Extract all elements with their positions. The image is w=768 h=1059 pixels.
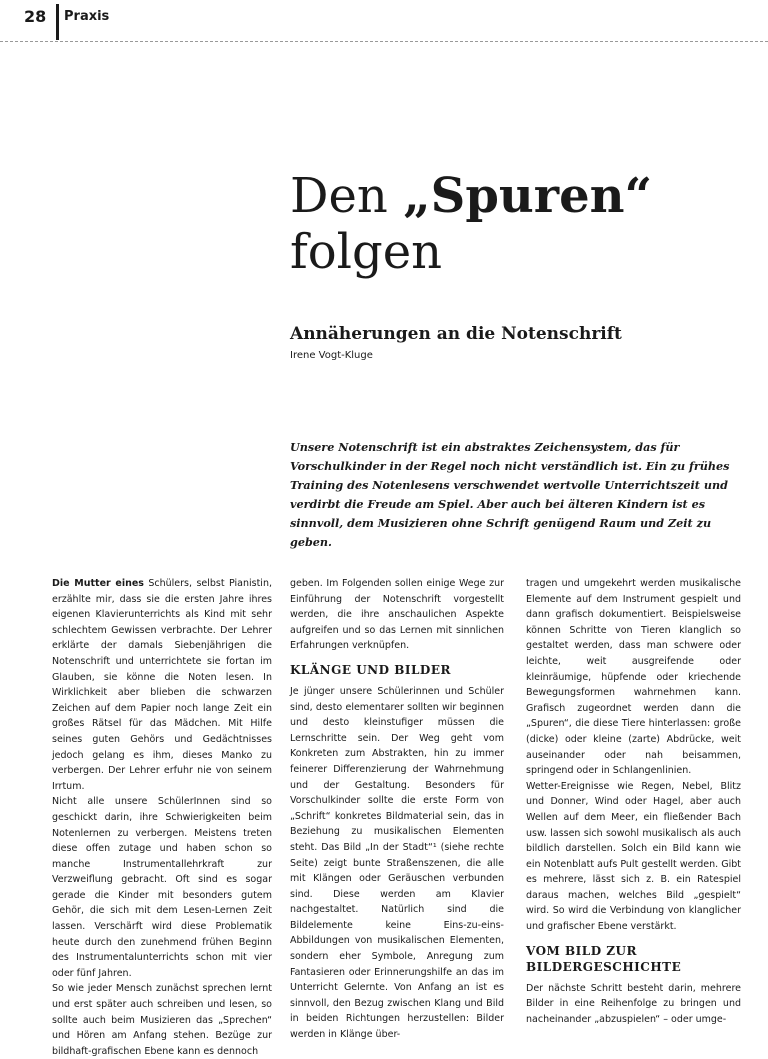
header-rule bbox=[0, 41, 768, 42]
header-divider bbox=[56, 4, 59, 40]
text-column-3 bbox=[526, 576, 741, 1027]
article-subtitle: Annäherungen an die Notenschrift bbox=[290, 324, 622, 344]
paragraph: Je jünger unsere Schülerinnen und Schüler sind, desto elementarer sollten wir beginnen und desto kleinstufiger müssen die Lernschritte sein. Der Weg geht vom Konkreten zum Abstrakten, hin zu immer feinerer Differenzierung der Wahrnehmung und der Gestaltung. Besonders für Vorschulkinder sollte die erste Form von „Schrift“ konkretes Bildmaterial sein, das in Beziehung zu musikalischen Elementen steht. Das Bild „In der Stadt“¹ (siehe rechte Seite) zeigt bunte Straßenszenen, die alle mit Klängen oder Geräuschen verbunden sind. Diese werden am Klavier nachgestaltet. Natürlich sind die Bildelemente keine Eins-zu-eins-Abbildungen von musikalischen Elementen, sondern eher Symbole, Anregung zum Fantasieren oder Erinnerungshilfe an das im Unterricht Gelernte. Von Anfang an ist es sinnvoll, den Bezug zwischen Klang und Bild in beiden Richtungen herzustellen: Bilder werden in Klänge über- bbox=[290, 685, 504, 1041]
author-name: Irene Vogt-Kluge bbox=[290, 350, 373, 361]
title-prefix: Den bbox=[290, 168, 404, 224]
paragraph: geben. Im Folgenden sollen einige Wege zur Einführung der Notenschrift vorgestellt werden, die ihre anschaulichen Aspekte aufgreifen und so das Lernen mit sinnlichen Erfahrungen verknüpfen. bbox=[290, 578, 504, 652]
lead-in: Die Mutter eines bbox=[52, 578, 144, 589]
paragraph: Der nächste Schritt besteht darin, mehrere Bilder in eine Reihenfolge zu bringen und nacheinander „abzuspielen“ – oder umge- bbox=[526, 982, 741, 1025]
page-header bbox=[0, 0, 768, 44]
text-column-2 bbox=[290, 576, 504, 1043]
paragraph: Wetter-Ereignisse wie Regen, Nebel, Blitz und Donner, Wind oder Hagel, aber auch Wellen auf dem Meer, ein fließender Bach usw. lassen sich sowohl musikalisch als auch bildlich darstellen. Solch ein Bild kann wie ein Notenblatt aufs Pult gestellt werden. Gibt es mehrere, lässt sich z. B. ein Ratespiel daraus machen, welches Bild „gespielt“ wird. So wird die Verbindung von klanglicher und grafischer Ebene verstärkt. bbox=[526, 780, 741, 933]
section-name: Praxis bbox=[64, 9, 110, 24]
paragraph bbox=[52, 576, 272, 794]
paragraph: tragen und umgekehrt werden musikalische Elemente auf dem Instrument gespielt und dann grafisch dokumentiert. Beispielsweise können Schritte von Tieren klanglich so gestaltet werden, dass man schwere oder leichte, weit ausgreifende oder kleinräumige, hüpfende oder kriechende Bewegungsformen wahrnehmen kann. Grafisch zugeordnet werden dann die „Spuren“, die diese Tiere hinterlassen: große (dicke) oder kleine (zarte) Abdrücke, weit auseinander oder nah beisammen, springend oder in Schlangenlinien. bbox=[526, 578, 741, 777]
paragraph: Nicht alle unsere SchülerInnen sind so geschickt darin, ihre Schwierigkeiten beim Notenlernen zu verbergen. Meistens treten diese offen zutage und haben schon so manche Instrumentallehrkraft zur Verzweiflung gebracht. Oft sind es sogar gerade die Kinder mit besonders gutem Gehör, die sich mit dem Lesen-Lernen Zeit lassen. Verschärft wird diese Problematik heute durch den zunehmend frühen Beginn des Instrumentalunterrichts schon mit vier oder fünf Jahren. bbox=[52, 796, 272, 979]
page-number: 28 bbox=[24, 7, 47, 26]
title-emphasis: „Spuren“ bbox=[403, 168, 653, 224]
paragraph-text: Schülers, selbst Pianistin, erzählte mir, dass sie die ersten Jahre ihres eigenen Klavierunterrichts als Kind mit sehr schlechtem Gewissen verbrachte. Der Lehrer erklärte der damals Siebenjährigen die Notenschrift und unterrichtete sie fortan im Glauben, sie könne die Noten lesen. In Wirklichkeit aber blieben die schwarzen Zeichen auf dem Papier noch lange Zeit ein großes Rätsel für das Mädchen. Mit Hilfe seines guten Gehörs und Gedächtnisses jedoch gelang es ihm, dieses Manko zu verbergen. Der Lehrer erfuhr nie von seinem Irrtum. bbox=[52, 578, 272, 792]
lead-paragraph: Unsere Notenschrift ist ein abstraktes Zeichensystem, das für Vorschulkinder in der Regel noch nicht verständlich ist. Ein zu frühes Training des Notenlesens verschwendet wertvolle Unterrichtszeit und verdirbt die Freude am Spiel. Aber auch bei älteren Kindern ist es sinnvoll, dem Musizieren ohne Schrift genügend Raum und Zeit zu geben. bbox=[290, 440, 730, 549]
section-heading: VOM BILD ZUR BILDERGESCHICHTE bbox=[526, 943, 682, 974]
text-column-1 bbox=[52, 576, 272, 1059]
article-title bbox=[290, 168, 730, 280]
paragraph: So wie jeder Mensch zunächst sprechen lernt und erst später auch schreiben und lesen, so sollte auch beim Musizieren das „Sprechen“ und Hören am Anfang stehen. Bezüge zur bildhaft-grafischen Ebene kann es dennoch bbox=[52, 983, 272, 1057]
section-heading: KLÄNGE UND BILDER bbox=[290, 662, 451, 677]
title-line-2: folgen bbox=[290, 224, 443, 280]
